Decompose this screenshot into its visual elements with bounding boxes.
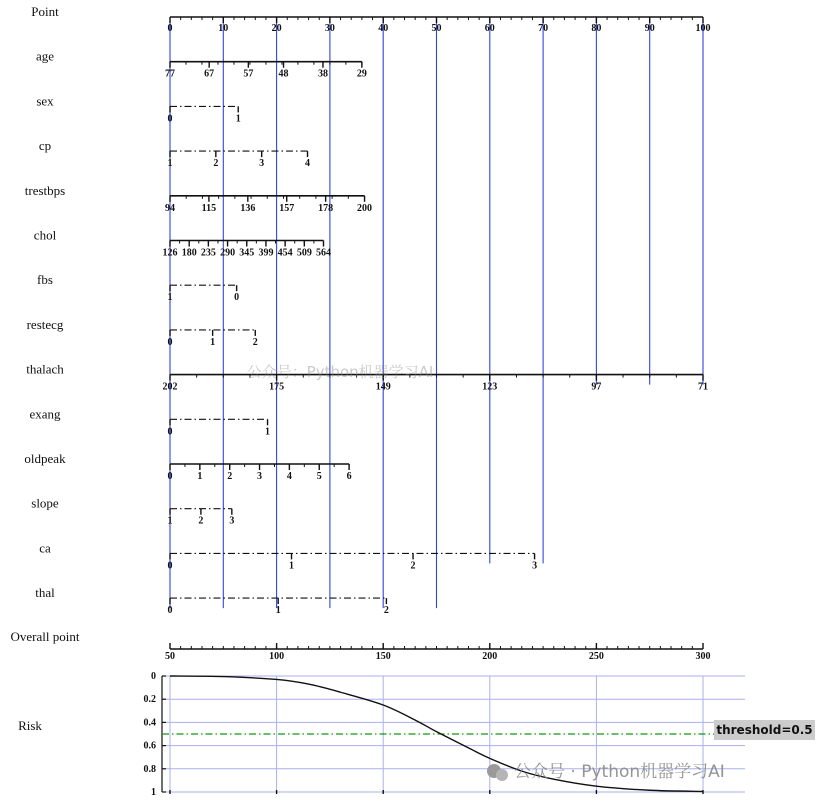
axis-thalach-tick-label: 123: [482, 381, 498, 393]
axis-sex-tick-label: 1: [235, 113, 241, 125]
label-sex: sex: [36, 93, 54, 109]
reference-lines: [167, 19, 703, 608]
watermark-bottom: 公众号 · Python机器学习AI: [514, 762, 725, 782]
axis-age-tick-label: 67: [204, 68, 215, 80]
axis-age-tick-label: 29: [356, 68, 367, 80]
label-overall: Overall point: [10, 629, 80, 644]
axis-fbs-tick-label: 1: [167, 292, 173, 304]
axis-point-tick-label: 40: [378, 23, 389, 34]
risk-tick-label: 0: [151, 671, 156, 682]
axis-point-tick-label: 60: [484, 23, 495, 34]
axis-thal-tick-label: 2: [383, 605, 389, 617]
axis-point-tick-label: 80: [591, 23, 602, 34]
label-thalach: thalach: [26, 361, 64, 377]
axis-trestbps-tick-label: 157: [279, 202, 295, 214]
axis-oldpeak-tick-label: 1: [197, 471, 203, 482]
axis-thalach-tick-label: 71: [698, 381, 708, 393]
axis-point-tick-label: 50: [431, 23, 442, 34]
risk-tick-label: 0.8: [143, 763, 156, 775]
risk-tick-label: 1: [151, 787, 156, 798]
axis-thalach-tick-label: 202: [162, 381, 178, 393]
label-trestbps: trestbps: [24, 182, 66, 198]
axis-chol-tick-label: 180: [181, 247, 197, 259]
axis-oldpeak-tick-label: 3: [257, 471, 263, 482]
axis-oldpeak-tick-label: 0: [167, 471, 173, 482]
label-ca: ca: [39, 540, 51, 556]
axis-slope-tick-label: 1: [167, 515, 173, 527]
risk-tick-label: 0.4: [143, 717, 156, 729]
axis-age-tick-label: 57: [243, 68, 254, 80]
axis-cp-tick-label: 1: [167, 158, 173, 170]
axis-oldpeak-tick-label: 4: [286, 471, 292, 482]
label-exang: exang: [29, 406, 61, 422]
label-age: age: [35, 48, 55, 64]
axis-chol-tick-label: 235: [200, 247, 216, 259]
axis-ca-tick-label: 2: [410, 560, 416, 572]
axis-restecg-tick-label: 0: [167, 336, 173, 348]
axis-age-tick-label: 48: [278, 68, 289, 80]
label-restecg: restecg: [26, 316, 64, 332]
wechat-icon-bubble: [496, 769, 508, 781]
axis-point-tick-label: 90: [644, 23, 655, 34]
axis-cp-tick-label: 3: [259, 158, 265, 170]
axis-ca-tick-label: 3: [532, 560, 538, 572]
axis-oldpeak-tick-label: 6: [346, 471, 352, 482]
label-chol: chol: [33, 227, 57, 243]
axis-thalach-tick-label: 97: [591, 381, 602, 393]
watermark-center: 公众号：Python机器学习AI: [246, 363, 434, 381]
axis-overall-tick-label: 300: [695, 651, 711, 662]
label-cp: cp: [38, 138, 52, 154]
axis-point-tick-label: 100: [695, 23, 711, 34]
axis-overall-tick-label: 50: [165, 651, 175, 662]
axis-chol-tick-label: 399: [258, 247, 274, 259]
axis-restecg-tick-label: 2: [252, 336, 258, 348]
axis-exang-tick-label: 0: [167, 426, 173, 438]
axis-overall-tick-label: 150: [375, 651, 391, 662]
axis-trestbps-tick-label: 94: [165, 202, 175, 214]
axis-slope-tick-label: 3: [229, 515, 235, 527]
axis-cp-tick-label: 4: [305, 158, 311, 170]
risk-tick-label: 0.2: [143, 694, 156, 706]
axis-exang-tick-label: 1: [265, 426, 271, 438]
axis-thalach-tick-label: 175: [269, 381, 285, 393]
axis-age-tick-label: 38: [317, 68, 328, 80]
axis-oldpeak-tick-label: 2: [227, 471, 233, 482]
axis-point-tick-label: 20: [271, 23, 282, 34]
axis-point-tick-label: 0: [167, 23, 173, 34]
watermark-bottom-group: [487, 762, 725, 782]
threshold-label: threshold=0.5: [716, 723, 813, 737]
axis-restecg-tick-label: 1: [210, 336, 216, 348]
label-slope: slope: [31, 495, 59, 511]
watermarks: [247, 363, 725, 782]
axis-thalach-tick-label: 149: [375, 381, 391, 393]
axis-ca-tick-label: 0: [167, 560, 173, 572]
label-fbs: fbs: [37, 272, 53, 288]
axis-chol-tick-label: 345: [239, 247, 255, 259]
axis-trestbps-tick-label: 200: [357, 202, 373, 214]
axis-slope-tick-label: 2: [198, 515, 204, 527]
axis-overall-tick-label: 100: [269, 651, 285, 662]
axis-chol-tick-label: 290: [220, 247, 236, 259]
axis-trestbps-tick-label: 178: [318, 202, 334, 214]
axis-thal-tick-label: 0: [167, 605, 173, 617]
axis-chol-tick-label: 126: [162, 247, 178, 259]
variable-labels: [11, 4, 80, 733]
axis-trestbps-tick-label: 136: [240, 202, 256, 214]
axis-fbs-tick-label: 0: [234, 292, 240, 304]
axis-age-tick-label: 77: [165, 68, 175, 80]
axis-overall-tick-label: 200: [482, 651, 498, 662]
label-point: Point: [31, 4, 59, 19]
axis-overall-tick-label: 250: [588, 651, 604, 662]
label-oldpeak: oldpeak: [24, 451, 66, 466]
axis-sex-tick-label: 0: [167, 113, 173, 125]
label-risk: Risk: [18, 718, 42, 733]
axis-point-tick-label: 10: [218, 23, 229, 34]
axis-chol-tick-label: 564: [316, 247, 332, 259]
risk-tick-label: 0.6: [143, 740, 156, 752]
axis-point-tick-label: 70: [538, 23, 549, 34]
label-thal: thal: [35, 585, 55, 601]
axis-trestbps-tick-label: 115: [201, 202, 217, 214]
axis-point-tick-label: 30: [324, 23, 335, 34]
axis-oldpeak-tick-label: 5: [316, 471, 322, 482]
axis-ca-tick-label: 1: [289, 560, 295, 572]
axis-chol-tick-label: 509: [296, 247, 312, 259]
axis-thal-tick-label: 1: [275, 605, 281, 617]
axis-cp-tick-label: 2: [213, 158, 219, 170]
axis-chol-tick-label: 454: [277, 247, 293, 259]
